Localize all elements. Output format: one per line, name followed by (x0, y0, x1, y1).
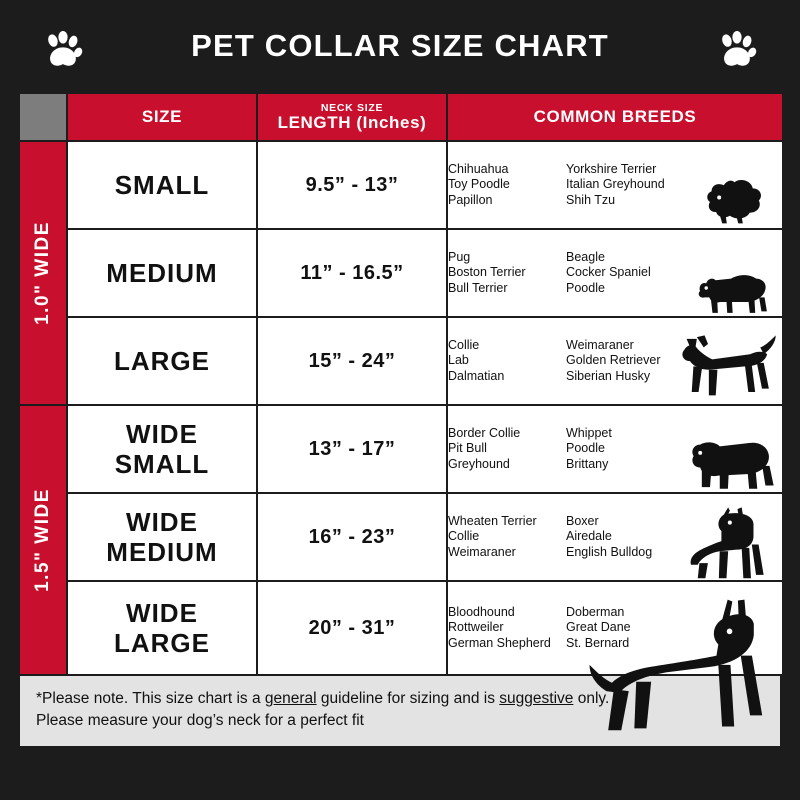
length-value: 16” - 23” (257, 493, 447, 581)
breed-item: Bull Terrier (448, 280, 508, 295)
table-row (19, 317, 783, 405)
size-value-line2: LARGE (114, 628, 210, 658)
breeds-column-1 (448, 250, 566, 297)
breed-item: Beagle (566, 249, 605, 264)
length-inches-label: LENGTH (Inches) (277, 112, 427, 132)
breed-item: Papillon (448, 192, 493, 207)
breed-item: Golden Retriever (566, 353, 661, 368)
breed-item: Great Dane (566, 620, 631, 635)
breed-item: Border Collie (448, 425, 521, 440)
breeds-cell (447, 493, 783, 581)
page-header (0, 0, 800, 92)
footer-text-a: *Please note. This size chart is a (36, 690, 265, 707)
size-value: LARGE (67, 317, 257, 405)
group-cell-1-0-wide (19, 141, 67, 405)
paw-print-icon (716, 28, 758, 70)
breeds-column-2 (566, 162, 686, 209)
breeds-column-1 (448, 162, 566, 209)
table-row (19, 229, 783, 317)
breed-item: Lab (448, 353, 469, 368)
breeds-column-2 (566, 338, 686, 385)
breed-item: Cocker Spaniel (566, 265, 651, 280)
breed-item: Boxer (566, 513, 599, 528)
footer-line-1 (36, 690, 609, 707)
table-header-row (19, 93, 783, 141)
breeds-column-2 (566, 426, 686, 473)
group-cell-1-5-wide (19, 405, 67, 675)
length-value: 20” - 31” (257, 581, 447, 675)
footer-text-c: only. (573, 690, 610, 707)
footer-text-b: guideline for sizing and is (316, 690, 500, 707)
breed-item: Dalmatian (448, 368, 505, 383)
breed-item: Siberian Husky (566, 368, 651, 383)
footer-underline-general: general (264, 690, 317, 707)
breeds-column-1 (448, 605, 566, 652)
length-value: 11” - 16.5” (257, 229, 447, 317)
breeds-cell (447, 229, 783, 317)
breed-item: Poodle (566, 441, 605, 456)
breeds-column-2 (566, 514, 686, 561)
size-chart-table (18, 92, 784, 676)
breed-item: Toy Poodle (448, 177, 510, 192)
breeds-column-1 (448, 426, 566, 473)
size-value: MEDIUM (67, 229, 257, 317)
breed-item: Whippet (566, 425, 612, 440)
footer-underline-suggestive: suggestive (499, 690, 574, 707)
breed-item: Collie (448, 337, 480, 352)
length-value: 15” - 24” (257, 317, 447, 405)
breed-item: Chihuahua (448, 161, 509, 176)
breeds-column-1 (448, 338, 566, 385)
size-chart-table-wrap (0, 92, 800, 676)
breed-item: Collie (448, 529, 480, 544)
breed-item: Bloodhound (448, 604, 515, 619)
breed-item: Weimaraner (448, 544, 516, 559)
group-label: 1.0" WIDE (32, 221, 53, 325)
breed-item: Rottweiler (448, 620, 504, 635)
size-value-line2: MEDIUM (106, 537, 218, 567)
breed-item: Yorkshire Terrier (566, 161, 657, 176)
table-row (19, 405, 783, 493)
breed-item: Italian Greyhound (566, 177, 665, 192)
column-header-length (257, 93, 447, 141)
paw-print-icon (42, 28, 84, 70)
breed-item: Airedale (566, 529, 612, 544)
size-value-line1: WIDE (126, 598, 198, 628)
size-value-line1: WIDE (126, 419, 198, 449)
breed-item: English Bulldog (566, 544, 653, 559)
breed-item: Greyhound (448, 456, 510, 471)
breed-item: Wheaten Terrier (448, 513, 537, 528)
table-row (19, 493, 783, 581)
breeds-cell (447, 141, 783, 229)
length-value: 13” - 17” (257, 405, 447, 493)
footer-line-2: Please measure your dog’s neck for a perfect fit (36, 712, 364, 729)
size-value: SMALL (67, 141, 257, 229)
breed-item: St. Bernard (566, 635, 630, 650)
size-value-line2: SMALL (114, 449, 210, 479)
breed-item: Boston Terrier (448, 265, 526, 280)
breed-item: Pug (448, 249, 471, 264)
breed-item: German Shepherd (448, 635, 551, 650)
breed-item: Doberman (566, 604, 625, 619)
bottom-spacer (0, 748, 800, 762)
breed-item: Weimaraner (566, 337, 634, 352)
group-label: 1.5" WIDE (32, 488, 53, 592)
breed-item: Poodle (566, 280, 605, 295)
column-header-size: SIZE (67, 93, 257, 141)
doberman-silhouette (586, 594, 776, 734)
size-value (67, 581, 257, 675)
size-value-line1: WIDE (126, 507, 198, 537)
breeds-column-2 (566, 250, 686, 297)
breeds-column-1 (448, 514, 566, 561)
neck-size-label: NECK SIZE (320, 101, 384, 114)
breed-item: Brittany (566, 456, 609, 471)
breeds-cell (447, 317, 783, 405)
breed-item: Pit Bull (448, 441, 487, 456)
length-value: 9.5” - 13” (257, 141, 447, 229)
page-title: PET COLLAR SIZE CHART (191, 28, 609, 63)
size-value (67, 405, 257, 493)
table-corner-cell (19, 93, 67, 141)
breeds-cell (447, 405, 783, 493)
column-header-breeds: COMMON BREEDS (447, 93, 783, 141)
size-value (67, 493, 257, 581)
table-row (19, 141, 783, 229)
breed-item: Shih Tzu (566, 192, 616, 207)
